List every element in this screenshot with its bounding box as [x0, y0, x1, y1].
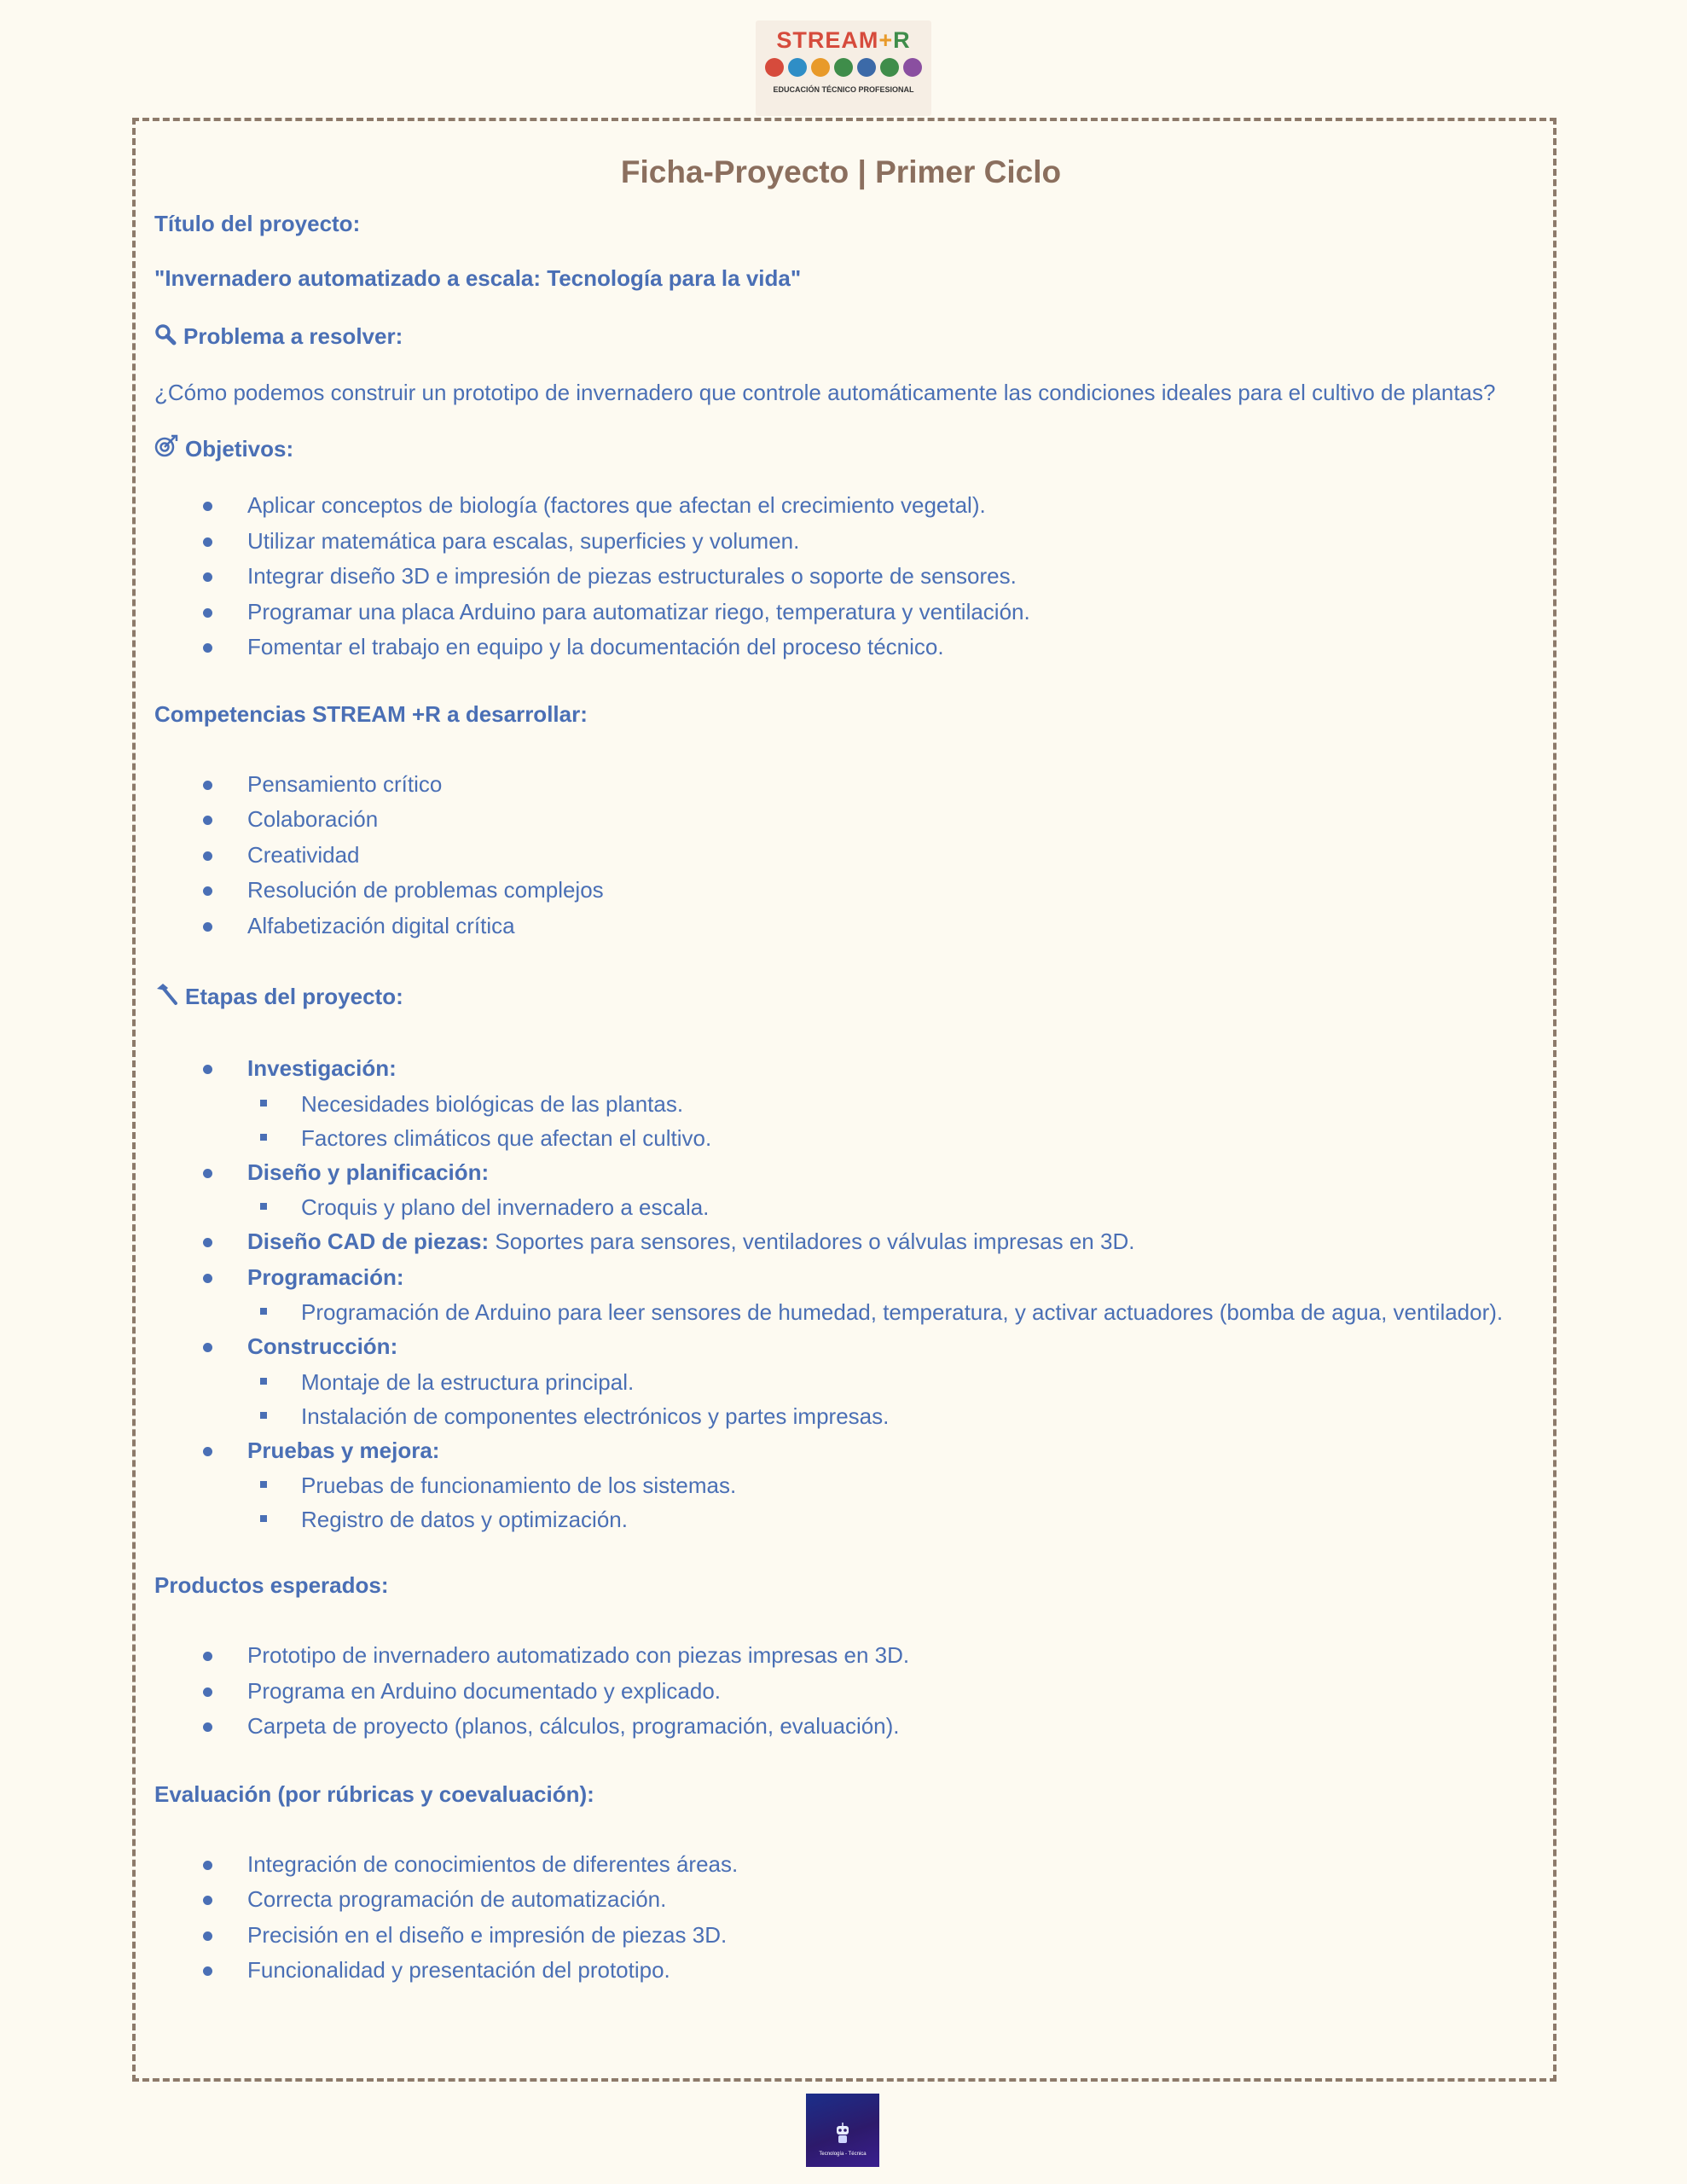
list-item: Integración de conocimientos de diferentes áreas. — [197, 1847, 1528, 1883]
problem-text: ¿Cómo podemos construir un prototipo de invernadero que controle automáticamente las condiciones ideales para el cultivo de plantas? — [154, 380, 1496, 406]
sub-list-item: Pruebas de funcionamiento de los sistemas. — [251, 1468, 1528, 1502]
sub-list-item: Croquis y plano del invernadero a escala. — [251, 1190, 1528, 1224]
page-title: Ficha-Proyecto | Primer Ciclo — [620, 154, 1062, 189]
project-sheet — [154, 145, 1528, 1989]
technology-icon — [788, 58, 807, 77]
sub-list-item: Factores climáticos que afectan el cultivo. — [251, 1121, 1528, 1155]
list-item: Utilizar matemática para escalas, superficies y volumen. — [197, 524, 1528, 560]
stage-sublist — [247, 1087, 1528, 1155]
stage-sublist — [247, 1295, 1528, 1329]
list-item: Resolución de problemas complejos — [197, 873, 1528, 909]
list-item: Creatividad — [197, 838, 1528, 874]
stage-sublist — [247, 1190, 1528, 1224]
products-list — [154, 1638, 1528, 1745]
stage-item: Programación: Programación de Arduino para leer sensores de humedad, temperatura, y activar actuadores (bomba de agua, ventilador). — [197, 1260, 1528, 1330]
stage-item: Diseño y planificación: Croquis y plano del invernadero a escala. — [197, 1155, 1528, 1225]
list-item: Fomentar el trabajo en equipo y la documentación del proceso técnico. — [197, 630, 1528, 665]
objectives-list — [154, 488, 1528, 665]
stage-sublist — [247, 1468, 1528, 1536]
stage-item: Investigación: Necesidades biológicas de las plantas. Factores climáticos que afectan el cultivo. — [197, 1051, 1528, 1155]
list-item: Prototipo de invernadero automatizado con piezas impresas en 3D. — [197, 1638, 1528, 1674]
sub-list-item: Registro de datos y optimización. — [251, 1502, 1528, 1536]
logo-discipline-icons — [765, 58, 922, 77]
list-item: Programar una placa Arduino para automatizar riego, temperatura y ventilación. — [197, 595, 1528, 630]
list-item: Precisión en el diseño e impresión de piezas 3D. — [197, 1918, 1528, 1954]
target-icon — [154, 433, 178, 468]
footer-logo-caption: Tecnología - Técnica — [819, 2152, 867, 2157]
sub-list-item: Necesidades biológicas de las plantas. — [251, 1087, 1528, 1121]
tecnologia-tecnica-logo — [806, 2094, 879, 2167]
project-title-label: Título del proyecto: — [154, 211, 361, 236]
sub-list-item: Instalación de componentes electrónicos y partes impresas. — [251, 1399, 1528, 1433]
project-name: "Invernadero automatizado a escala: Tecnología para la vida" — [154, 265, 802, 291]
reading-icon — [811, 58, 830, 77]
list-item: Alfabetización digital crítica — [197, 909, 1528, 944]
logo-subtitle: EDUCACIÓN TÉCNICO PROFESIONAL — [773, 85, 914, 94]
evaluation-list — [154, 1847, 1528, 1989]
magnifier-icon — [154, 321, 177, 355]
stages-heading: Etapas del proyecto: — [154, 979, 1528, 1015]
sub-list-item: Programación de Arduino para leer sensores de humedad, temperatura, y activar actuadores (bomba de agua, ventilador). — [251, 1295, 1528, 1329]
objectives-heading: Objetivos: — [154, 432, 1528, 468]
evaluation-heading: Evaluación (por rúbricas y coevaluación): — [154, 1780, 594, 1807]
list-item: Correcta programación de automatización. — [197, 1882, 1528, 1918]
stage-item: Construcción: Montaje de la estructura principal. Instalación de componentes electrónicos y partes impresas. — [197, 1329, 1528, 1433]
competencies-heading: Competencias STREAM +R a desarrollar: — [154, 700, 588, 727]
science-icon — [765, 58, 784, 77]
sub-list-item: Montaje de la estructura principal. — [251, 1365, 1528, 1399]
arts-icon — [857, 58, 876, 77]
hammer-icon — [154, 981, 178, 1015]
list-item: Carpeta de proyecto (planos, cálculos, programación, evaluación). — [197, 1709, 1528, 1745]
logo-wordmark: STREAM+R — [776, 27, 911, 53]
list-item: Integrar diseño 3D e impresión de piezas estructurales o soporte de sensores. — [197, 559, 1528, 595]
list-item: Pensamiento crítico — [197, 767, 1528, 803]
stage-item: Diseño CAD de piezas: Soportes para sensores, ventiladores o válvulas impresas en 3D. — [197, 1224, 1528, 1260]
engineering-icon — [834, 58, 853, 77]
math-icon — [880, 58, 899, 77]
stage-item: Pruebas y mejora: Pruebas de funcionamiento de los sistemas. Registro de datos y optimización. — [197, 1433, 1528, 1537]
stage-sublist — [247, 1365, 1528, 1433]
list-item: Programa en Arduino documentado y explicado. — [197, 1674, 1528, 1710]
products-heading: Productos esperados: — [154, 1572, 389, 1599]
list-item: Colaboración — [197, 802, 1528, 838]
stream-r-logo — [756, 20, 931, 116]
list-item: Aplicar conceptos de biología (factores que afectan el crecimiento vegetal). — [197, 488, 1528, 524]
competencies-list — [154, 767, 1528, 944]
problem-heading: Problema a resolver: — [154, 319, 1528, 355]
robotics-icon — [903, 58, 922, 77]
stages-list — [154, 1051, 1528, 1536]
robot-icon — [830, 2121, 855, 2146]
list-item: Funcionalidad y presentación del prototipo. — [197, 1953, 1528, 1989]
